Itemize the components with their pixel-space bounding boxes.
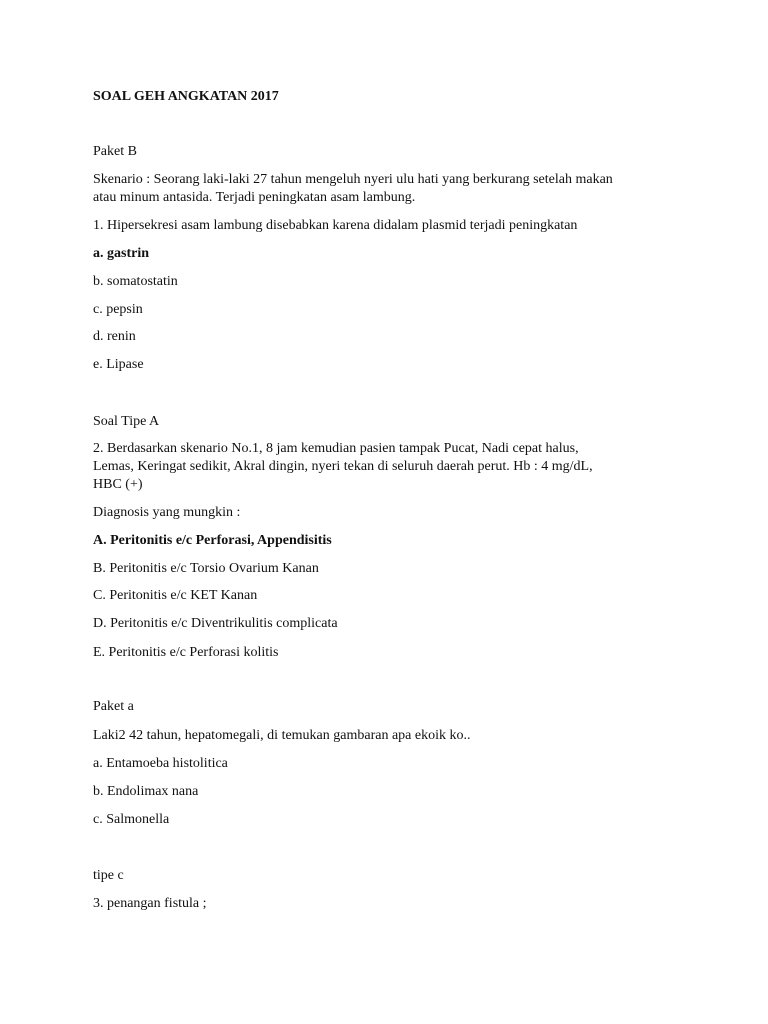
answer-option: C. Peritonitis e/c KET Kanan	[93, 588, 258, 603]
question-2-prompt: Diagnosis yang mungkin :	[93, 505, 241, 520]
section-heading-soal-tipe-a: Soal Tipe A	[93, 414, 160, 429]
answer-option: c. Salmonella	[93, 812, 170, 827]
question-1: 1. Hipersekresi asam lambung disebabkan karena didalam plasmid terjadi peningkatan	[93, 218, 578, 233]
scenario-line-1: Skenario : Seorang laki-laki 27 tahun mengeluh nyeri ulu hati yang berkurang setelah makan	[93, 172, 613, 187]
answer-option: a. Entamoeba histolitica	[93, 756, 228, 771]
question-2-line-2: Lemas, Keringat sedikit, Akral dingin, nyeri tekan di seluruh daerah perut. Hb : 4 mg/dL,	[93, 459, 593, 474]
answer-option: c. pepsin	[93, 302, 143, 317]
answer-option-correct: A. Peritonitis e/c Perforasi, Appendisitis	[93, 533, 332, 548]
section-heading-paket-a: Paket a	[93, 699, 134, 714]
answer-option: B. Peritonitis e/c Torsio Ovarium Kanan	[93, 561, 319, 576]
section-heading-tipe-c: tipe c	[93, 868, 124, 883]
answer-option: d. renin	[93, 329, 136, 344]
document-title: SOAL GEH ANGKATAN 2017	[93, 89, 279, 104]
scenario-line-2: atau minum antasida. Terjadi peningkatan asam lambung.	[93, 190, 416, 205]
answer-option: b. Endolimax nana	[93, 784, 199, 799]
section-heading-paket-b: Paket B	[93, 144, 137, 159]
question-3: 3. penangan fistula ;	[93, 896, 207, 911]
answer-option: e. Lipase	[93, 357, 144, 372]
question-2-line-3: HBC (+)	[93, 477, 143, 492]
question-2-line-1: 2. Berdasarkan skenario No.1, 8 jam kemudian pasien tampak Pucat, Nadi cepat halus,	[93, 441, 579, 456]
answer-option: b. somatostatin	[93, 274, 178, 289]
question-paket-a: Laki2 42 tahun, hepatomegali, di temukan gambaran apa ekoik ko..	[93, 728, 471, 743]
answer-option: D. Peritonitis e/c Diventrikulitis complicata	[93, 616, 338, 631]
answer-option-correct: a. gastrin	[93, 246, 149, 261]
answer-option: E. Peritonitis e/c Perforasi kolitis	[93, 645, 279, 660]
